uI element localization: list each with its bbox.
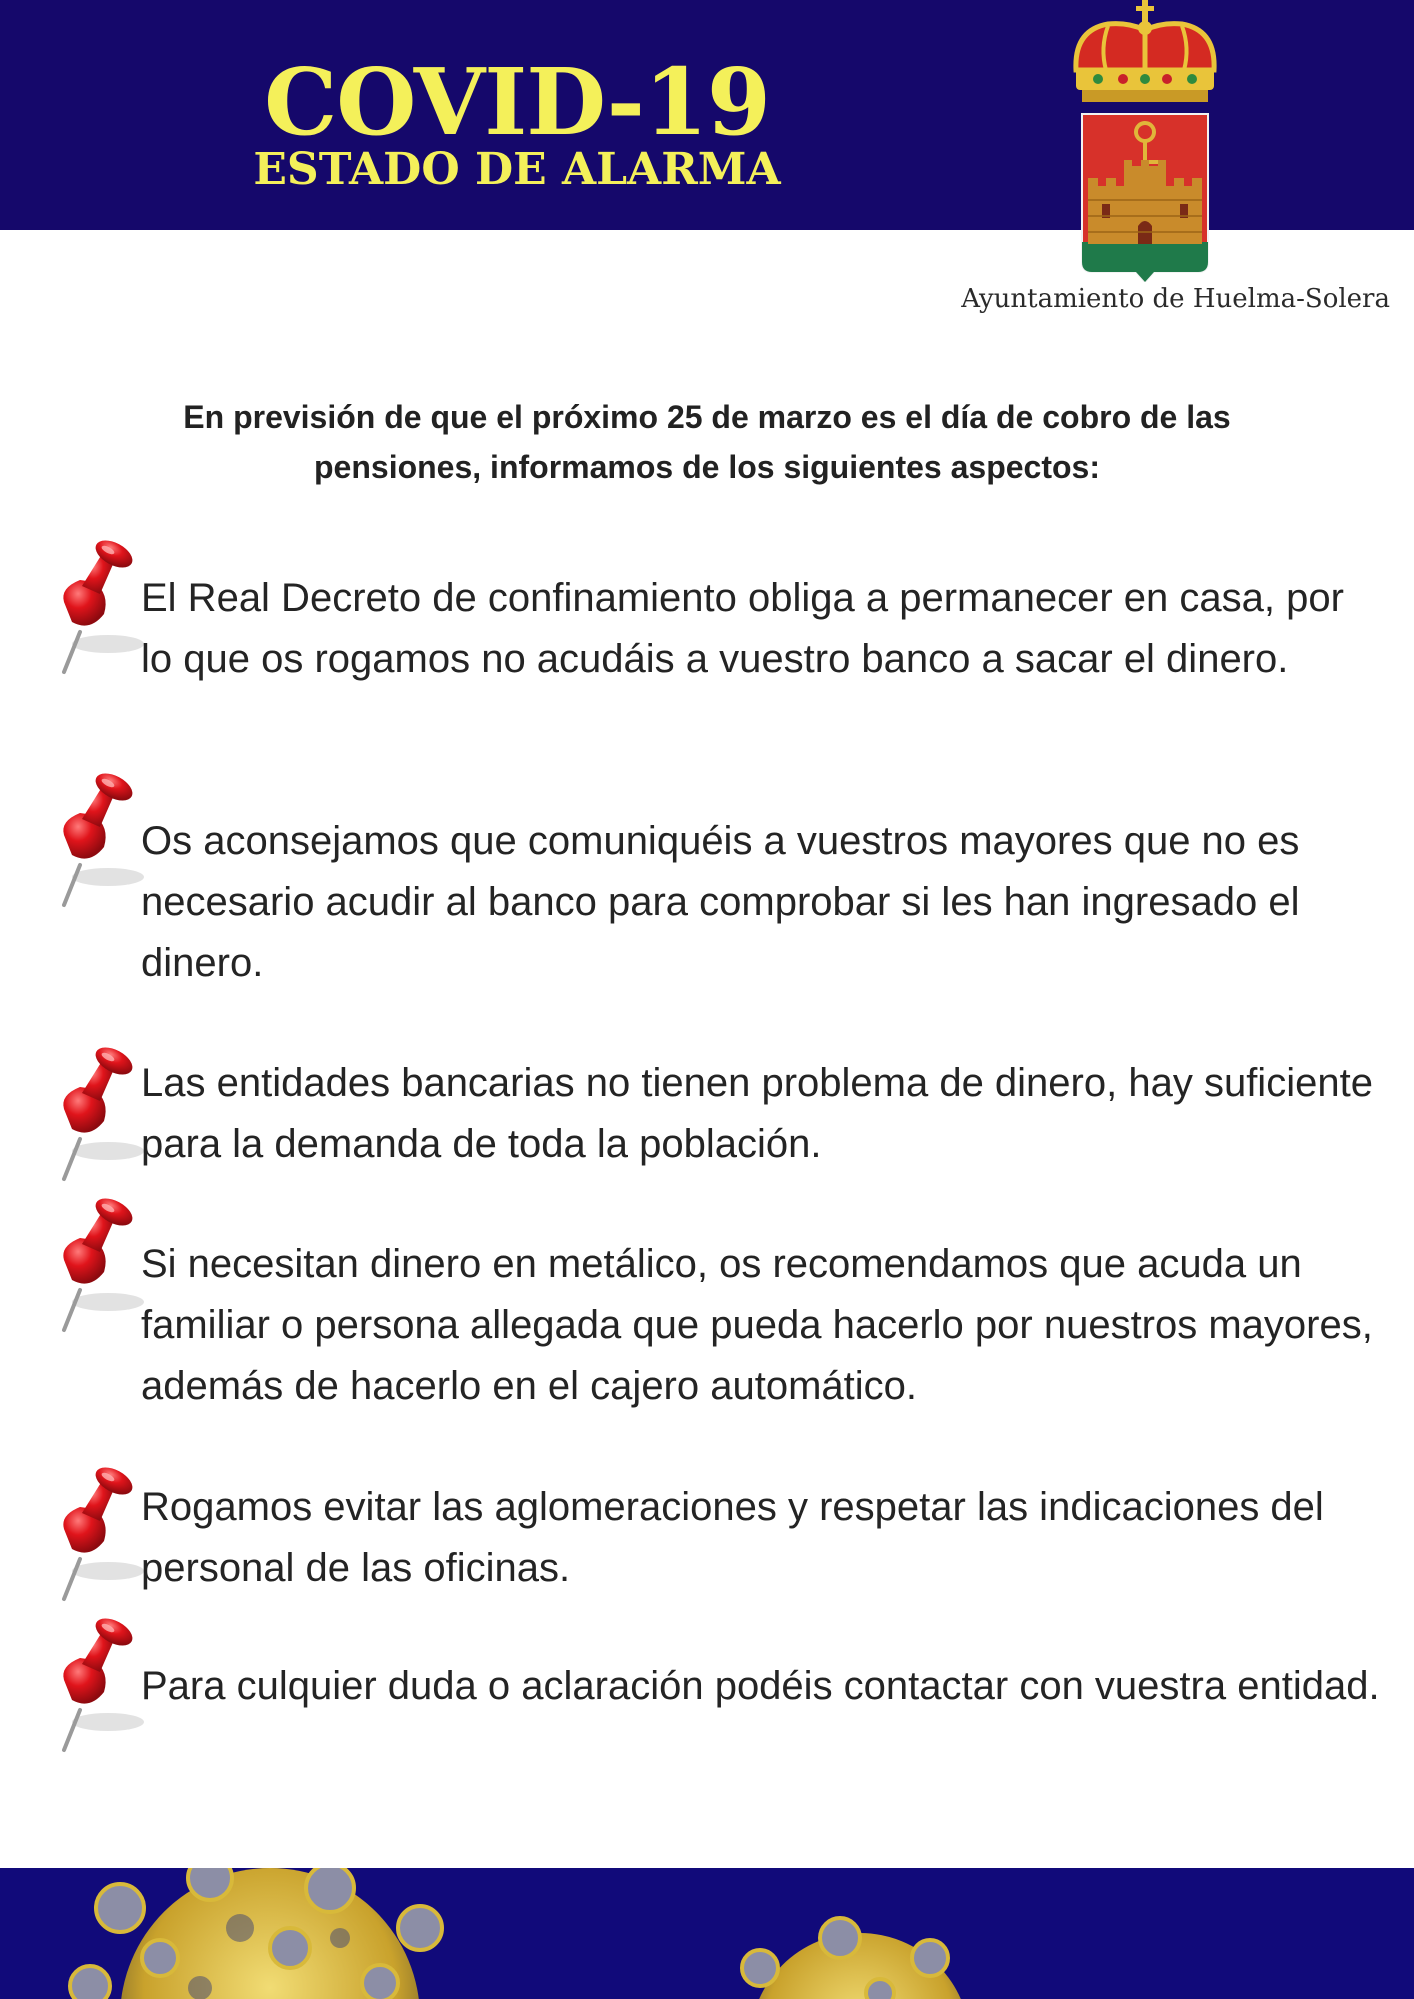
list-item-text: Las entidades bancarias no tienen problema de dinero, hay suficiente para la demanda de toda la población. <box>141 1061 1373 1166</box>
pushpin-icon <box>50 1618 150 1768</box>
pushpin-icon <box>50 1467 150 1617</box>
pushpin-icon <box>50 1198 150 1348</box>
page-title: COVID-19 <box>264 48 770 156</box>
coat-of-arms-icon <box>1068 0 1222 282</box>
page-subtitle: ESTADO DE ALARMA <box>253 144 781 195</box>
list-item-text: Si necesitan dinero en metálico, os recomendamos que acuda un familiar o persona allegada que pueda hacerlo por nuestros mayores, además de hacerlo en el cajero automático. <box>141 1242 1373 1408</box>
list-item-text: Para culquier duda o aclaración podéis contactar con vuestra entidad. <box>141 1664 1380 1708</box>
intro-text: En previsión de que el próximo 25 de marzo es el día de cobro de las pensiones, informamos de los siguientes aspectos: <box>183 399 1231 485</box>
list-item-text: Rogamos evitar las aglomeraciones y respetar las indicaciones del personal de las oficinas. <box>141 1485 1324 1590</box>
pushpin-icon <box>50 540 150 690</box>
pushpin-icon <box>50 773 150 923</box>
list-item-text: El Real Decreto de confinamiento obliga a permanecer en casa, por lo que os rogamos no acudáis a vuestro banco a sacar el dinero. <box>141 576 1344 681</box>
pushpin-icon <box>50 1047 150 1197</box>
footer-banner <box>0 1868 1414 1999</box>
coronavirus-illustration-icon <box>0 1868 1414 1999</box>
municipality-name: Ayuntamiento de Huelma-Solera <box>961 284 1390 314</box>
list-item-text: Os aconsejamos que comuniquéis a vuestros mayores que no es necesario acudir al banco para comprobar si les han ingresado el dinero. <box>141 819 1300 985</box>
